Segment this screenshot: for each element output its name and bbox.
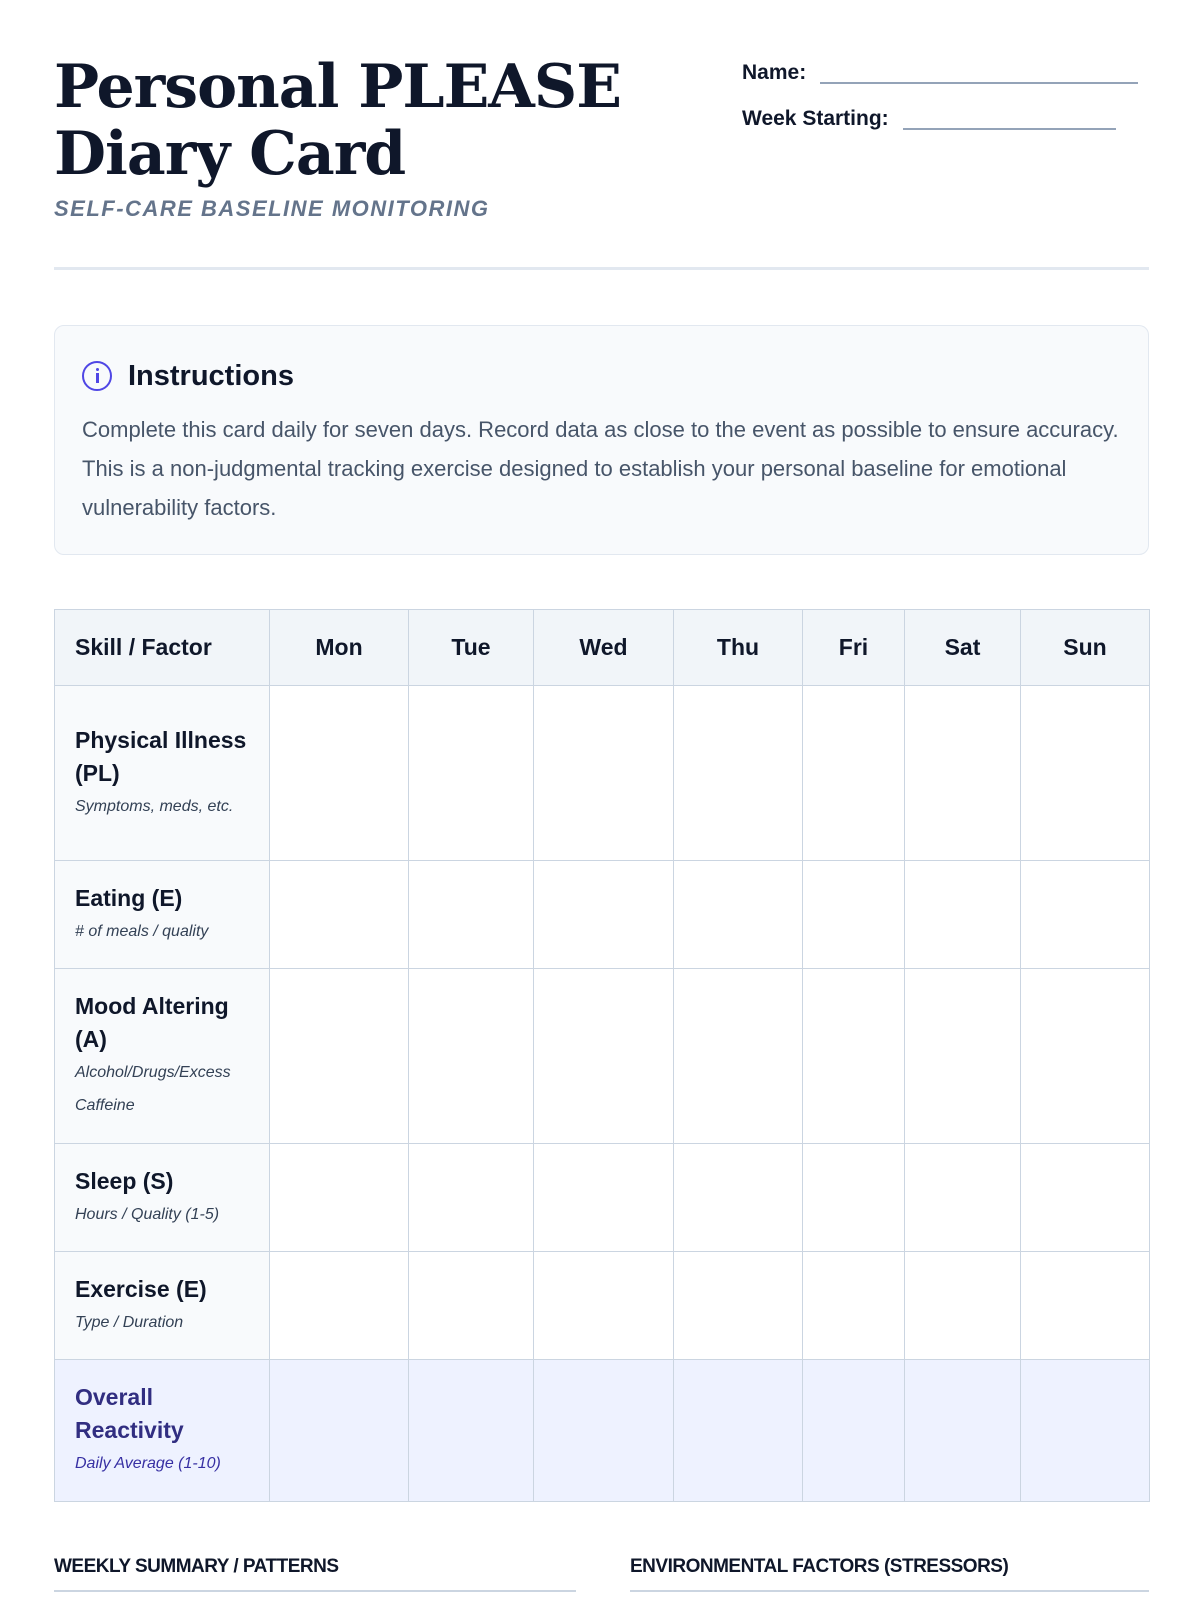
entry-cell[interactable] bbox=[534, 1144, 674, 1252]
row-label: Mood Altering (A) bbox=[75, 993, 229, 1052]
name-label: Name: bbox=[742, 61, 807, 84]
table-row bbox=[55, 1144, 1150, 1252]
column-header: Sat bbox=[905, 610, 1021, 686]
entry-cell[interactable] bbox=[674, 1144, 803, 1252]
entry-cell[interactable] bbox=[409, 1144, 534, 1252]
column-header: Fri bbox=[803, 610, 905, 686]
entry-cell[interactable] bbox=[905, 861, 1021, 969]
instructions-title: Instructions bbox=[128, 359, 294, 392]
row-label: Exercise (E) bbox=[75, 1275, 207, 1302]
entry-cell[interactable] bbox=[270, 686, 409, 861]
column-header: Skill / Factor bbox=[55, 610, 270, 686]
row-sublabel: Hours / Quality (1-5) bbox=[75, 1205, 220, 1223]
row-sublabel: # of meals / quality bbox=[75, 922, 209, 940]
row-label: Physical Illness (PL) bbox=[75, 726, 247, 786]
header-divider bbox=[54, 267, 1149, 270]
week-starting-field[interactable] bbox=[742, 100, 1149, 132]
row-label-cell bbox=[55, 1144, 270, 1252]
table-row bbox=[55, 686, 1150, 861]
column-header: Sun bbox=[1021, 610, 1150, 686]
entry-cell[interactable] bbox=[803, 686, 905, 861]
entry-cell[interactable] bbox=[534, 969, 674, 1144]
entry-cell[interactable] bbox=[803, 1252, 905, 1360]
entry-cell[interactable] bbox=[1021, 1252, 1150, 1360]
instructions-text: Complete this card daily for seven days. Record data as close to the event as possible to ensure accuracy. This is a non-judgmental tracking exercise designed to establish your personal baseline for emotional vulnerability factors. bbox=[82, 417, 1119, 520]
entry-cell[interactable] bbox=[270, 861, 409, 969]
entry-cell[interactable] bbox=[409, 1252, 534, 1360]
column-header: Tue bbox=[409, 610, 534, 686]
entry-cell[interactable] bbox=[534, 686, 674, 861]
entry-cell[interactable] bbox=[409, 969, 534, 1144]
entry-cell[interactable] bbox=[803, 1144, 905, 1252]
column-header: Thu bbox=[674, 610, 803, 686]
entry-cell[interactable] bbox=[905, 686, 1021, 861]
weekly-summary-heading: WEEKLY SUMMARY / PATTERNS bbox=[54, 1556, 339, 1577]
diary-table bbox=[54, 609, 1150, 1502]
entry-cell[interactable] bbox=[534, 861, 674, 969]
entry-cell[interactable] bbox=[674, 1360, 803, 1502]
table-row bbox=[55, 1360, 1150, 1502]
page-subtitle: SELF-CARE BASELINE MONITORING bbox=[54, 196, 490, 221]
entry-cell[interactable] bbox=[905, 1252, 1021, 1360]
entry-cell[interactable] bbox=[674, 686, 803, 861]
week-starting-input-line[interactable] bbox=[903, 128, 1116, 130]
entry-cell[interactable] bbox=[1021, 861, 1150, 969]
entry-cell[interactable] bbox=[534, 1252, 674, 1360]
entry-cell[interactable] bbox=[803, 969, 905, 1144]
row-sublabel: Daily Average (1-10) bbox=[75, 1455, 221, 1472]
weekly-summary-line[interactable] bbox=[54, 1590, 576, 1592]
diary-card-page bbox=[54, 0, 1149, 1600]
column-header: Wed bbox=[534, 610, 674, 686]
entry-cell[interactable] bbox=[1021, 686, 1150, 861]
row-sublabel: Alcohol/Drugs/Excess Caffeine bbox=[75, 1064, 231, 1114]
table-row bbox=[55, 969, 1150, 1144]
row-label-cell bbox=[55, 861, 270, 969]
entry-cell[interactable] bbox=[905, 1360, 1021, 1502]
row-label: Eating (E) bbox=[75, 884, 183, 911]
week-starting-label: Week Starting: bbox=[742, 107, 889, 130]
entry-cell[interactable] bbox=[1021, 1144, 1150, 1252]
row-label: Overall Reactivity bbox=[75, 1384, 184, 1443]
entry-cell[interactable] bbox=[270, 1252, 409, 1360]
row-label-cell bbox=[55, 969, 270, 1144]
environmental-factors-heading: ENVIRONMENTAL FACTORS (STRESSORS) bbox=[630, 1556, 1009, 1577]
row-label-cell bbox=[55, 1360, 270, 1502]
entry-cell[interactable] bbox=[409, 861, 534, 969]
entry-cell[interactable] bbox=[803, 861, 905, 969]
column-header: Mon bbox=[270, 610, 409, 686]
entry-cell[interactable] bbox=[270, 969, 409, 1144]
row-label: Sleep (S) bbox=[75, 1167, 174, 1194]
entry-cell[interactable] bbox=[409, 1360, 534, 1502]
info-icon bbox=[82, 361, 112, 391]
entry-cell[interactable] bbox=[534, 1360, 674, 1502]
table-row bbox=[55, 1252, 1150, 1360]
entry-cell[interactable] bbox=[674, 1252, 803, 1360]
entry-cell[interactable] bbox=[905, 1144, 1021, 1252]
row-label-cell bbox=[55, 1252, 270, 1360]
entry-cell[interactable] bbox=[1021, 969, 1150, 1144]
environmental-factors-line[interactable] bbox=[630, 1590, 1149, 1592]
instructions-box bbox=[54, 325, 1149, 555]
row-label-cell bbox=[55, 686, 270, 861]
table-header-row bbox=[55, 610, 1150, 686]
entry-cell[interactable] bbox=[409, 686, 534, 861]
row-sublabel: Symptoms, meds, etc. bbox=[75, 797, 234, 815]
entry-cell[interactable] bbox=[674, 969, 803, 1144]
page-title: Personal PLEASE Diary Card bbox=[54, 52, 621, 189]
entry-cell[interactable] bbox=[905, 969, 1021, 1144]
entry-cell[interactable] bbox=[803, 1360, 905, 1502]
entry-cell[interactable] bbox=[270, 1360, 409, 1502]
name-input-line[interactable] bbox=[820, 82, 1138, 84]
row-sublabel: Type / Duration bbox=[75, 1313, 184, 1331]
entry-cell[interactable] bbox=[270, 1144, 409, 1252]
name-field[interactable] bbox=[742, 54, 1149, 86]
entry-cell[interactable] bbox=[674, 861, 803, 969]
table-row bbox=[55, 861, 1150, 969]
entry-cell[interactable] bbox=[1021, 1360, 1150, 1502]
